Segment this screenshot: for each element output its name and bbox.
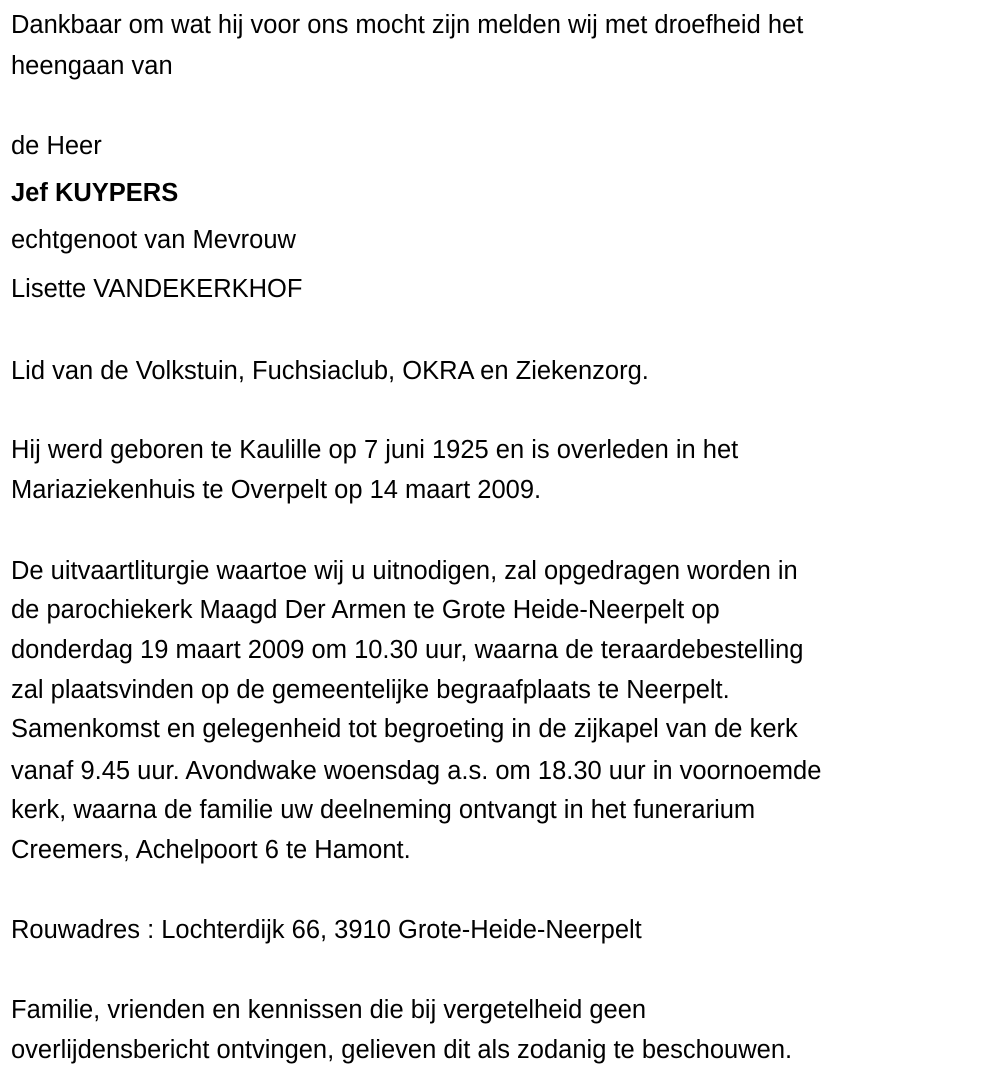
spouse-prefix: echtgenoot van Mevrouw (11, 226, 296, 254)
funeral-line: vanaf 9.45 uur. Avondwake woensdag a.s. om 18.30 uur in voornoemde (11, 757, 822, 785)
intro-line: heengaan van (11, 52, 173, 80)
birth-death-line: Hij werd geboren te Kaulille op 7 juni 1925 en is overleden in het (11, 436, 739, 464)
funeral-line: Samenkomst en gelegenheid tot begroeting in de zijkapel van de kerk (11, 715, 798, 743)
memberships: Lid van de Volkstuin, Fuchsiaclub, OKRA en Ziekenzorg. (11, 357, 649, 385)
closing-line: overlijdensbericht ontvingen, gelieven dit als zodanig te beschouwen. (11, 1036, 793, 1064)
funeral-line: zal plaatsvinden op de gemeentelijke begraafplaats te Neerpelt. (11, 676, 730, 704)
deceased-name: Jef KUYPERS (11, 179, 179, 207)
closing-line: Familie, vrienden en kennissen die bij vergetelheid geen (11, 996, 647, 1024)
funeral-line: Creemers, Achelpoort 6 te Hamont. (11, 836, 411, 864)
funeral-line: de parochiekerk Maagd Der Armen te Grote Heide-Neerpelt op (11, 596, 720, 624)
honorific: de Heer (11, 132, 102, 160)
birth-death-line: Mariaziekenhuis te Overpelt op 14 maart 2009. (11, 476, 542, 504)
funeral-line: donderdag 19 maart 2009 om 10.30 uur, waarna de teraardebestelling (11, 636, 804, 664)
spouse-name: Lisette VANDEKERKHOF (11, 275, 303, 303)
intro-line: Dankbaar om wat hij voor ons mocht zijn melden wij met droefheid het (11, 11, 804, 39)
funeral-line: De uitvaartliturgie waartoe wij u uitnodigen, zal opgedragen worden in (11, 557, 798, 585)
mourning-address: Rouwadres : Lochterdijk 66, 3910 Grote-Heide-Neerpelt (11, 916, 642, 944)
funeral-line: kerk, waarna de familie uw deelneming ontvangt in het funerarium (11, 796, 756, 824)
